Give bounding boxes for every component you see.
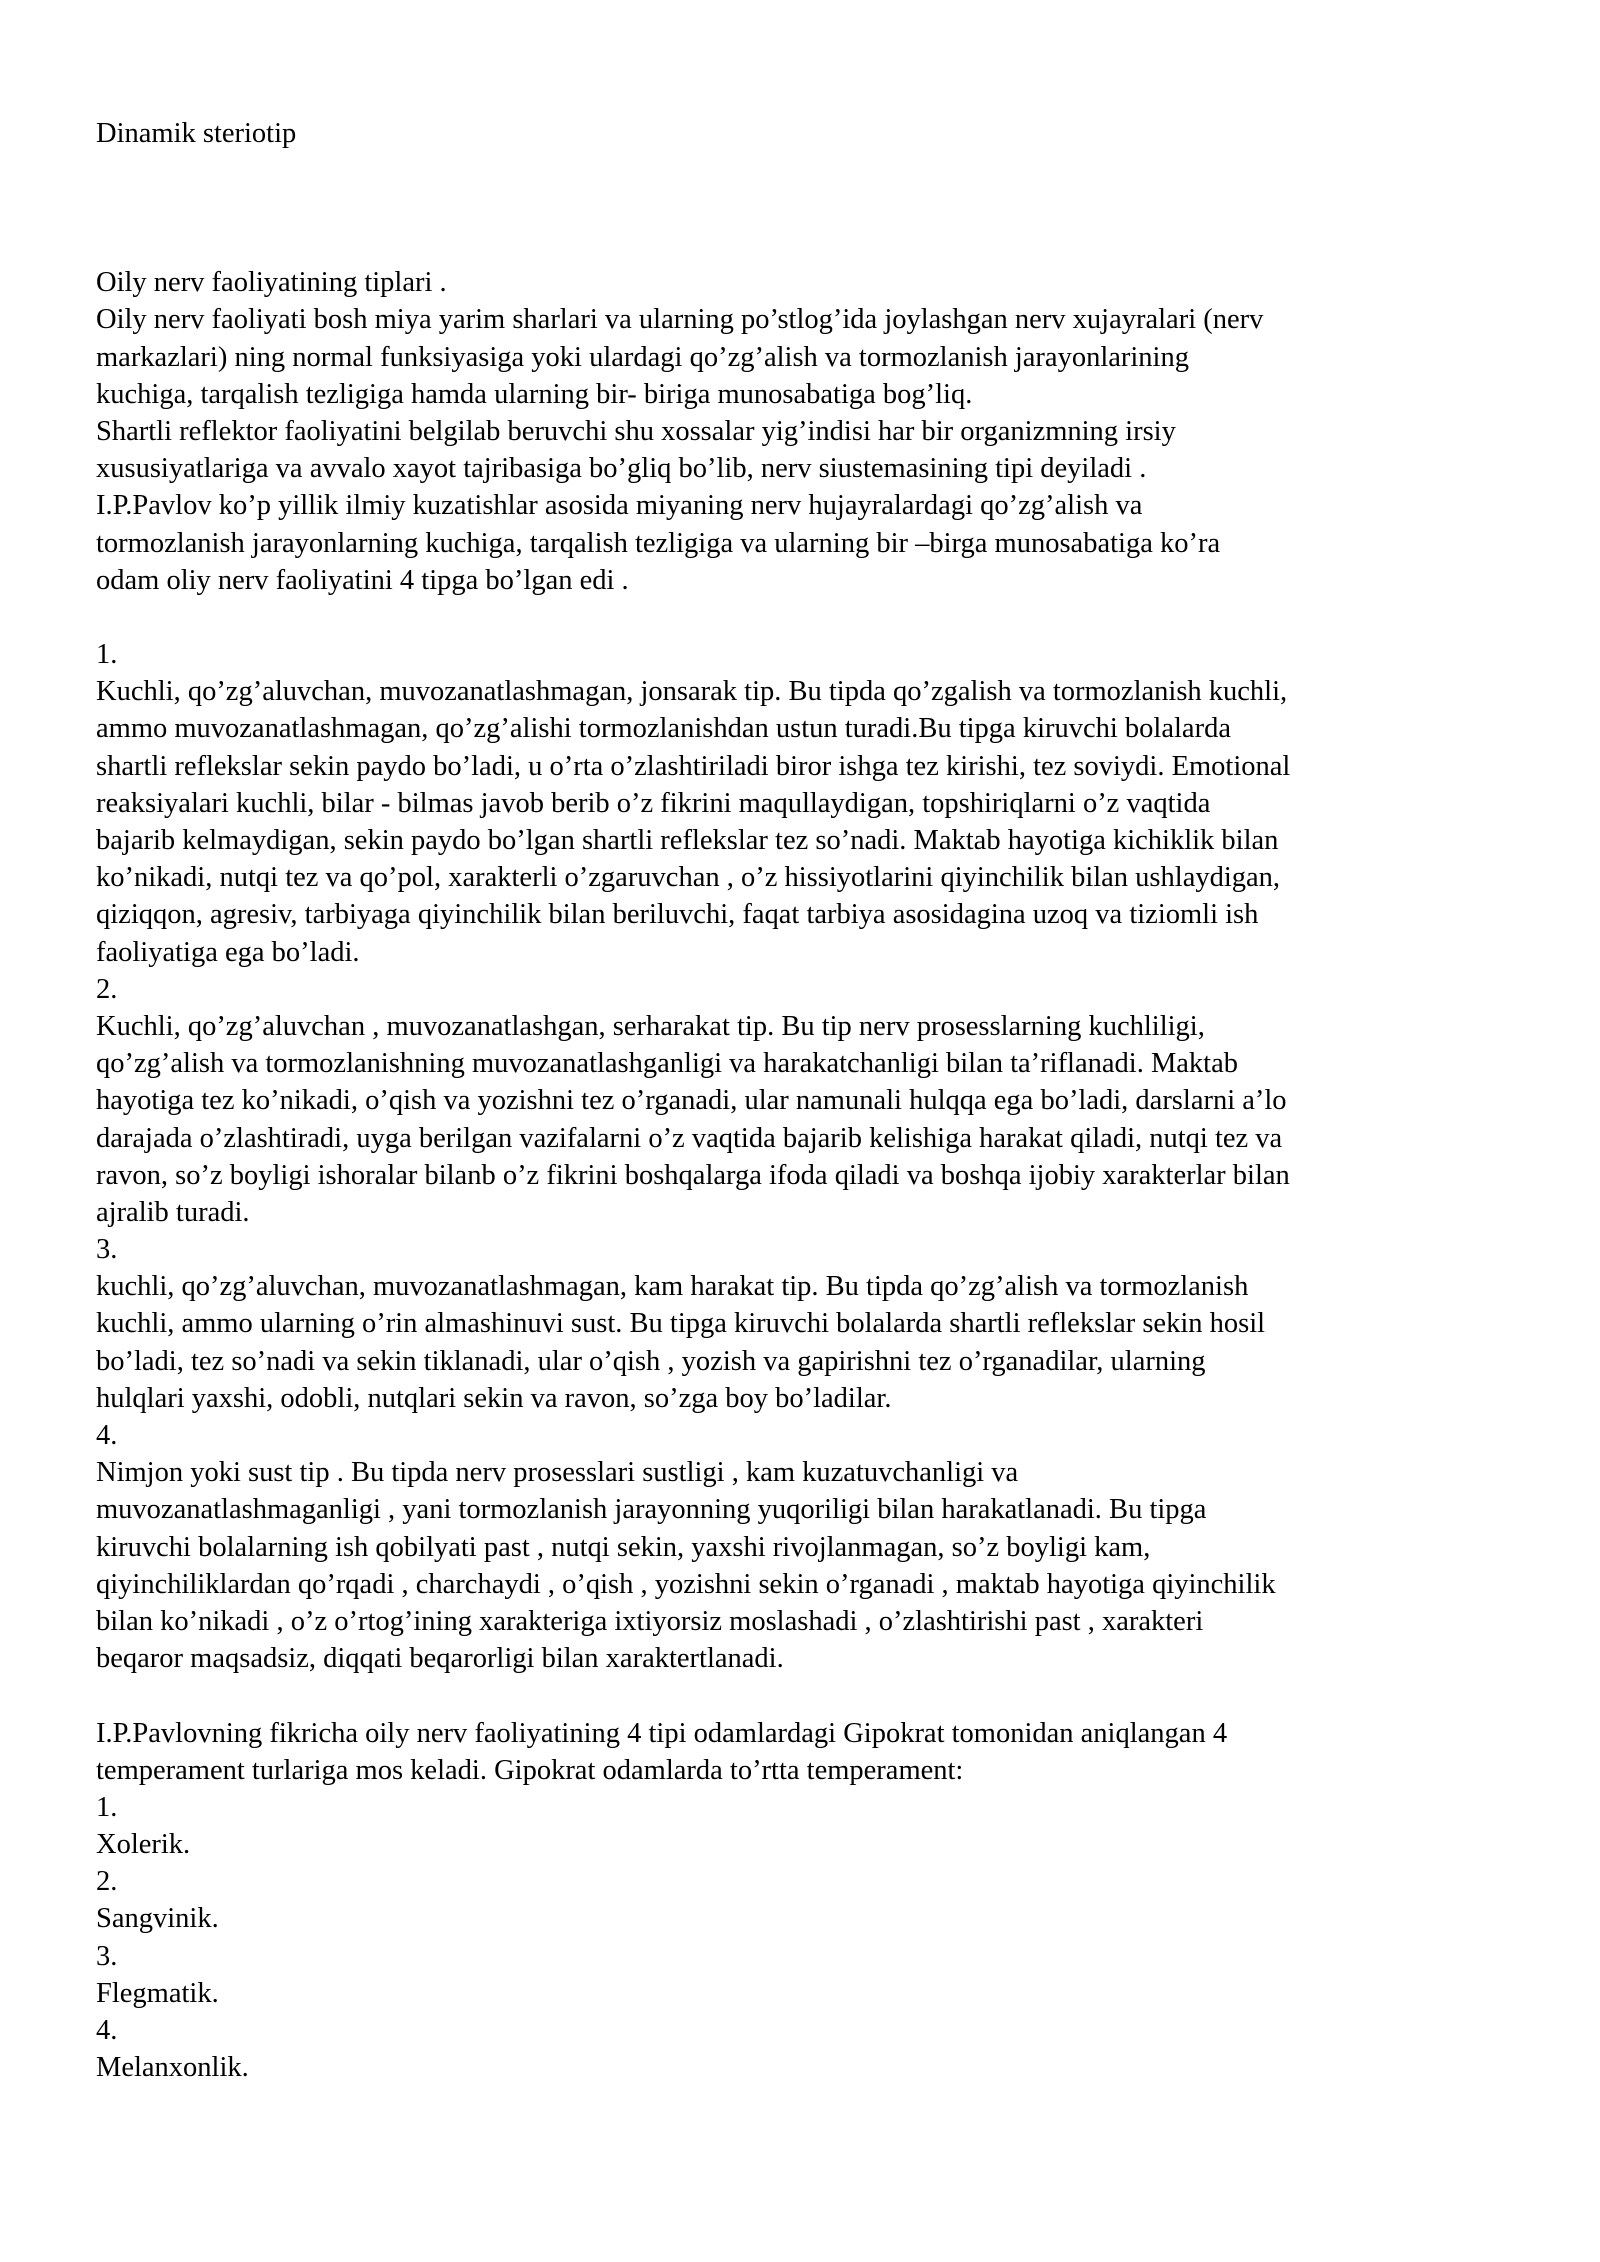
conclusion-line: temperament turlariga mos keladi. Gipokrat odamlarda to’rtta temperament: <box>96 1754 964 1786</box>
type-number: 2. <box>96 973 118 1005</box>
temperament-item <box>96 1789 1506 1863</box>
type-line: ravon, so’z boyligi ishoralar bilanb o’z fikrini boshqalarga ifoda qiladi va boshqa ijobiy xarakterlar bilan <box>96 1159 1290 1191</box>
temperament-number: 3. <box>96 1940 118 1972</box>
type-line: bajarib kelmaydigan, sekin paydo bo’lgan shartli reflekslar tez so’nadi. Maktab hayotiga kichiklik bilan <box>96 825 1279 856</box>
intro-line: tormozlanish jarayonlarning kuchiga, tarqalish tezligiga va ularning bir –birga munosabatiga ko’ra <box>96 527 1221 559</box>
intro-paragraph <box>96 301 1506 599</box>
temperament-name: Sangvinik. <box>96 1903 219 1935</box>
intro-line: xususiyatlariga va avvalo xayot tajribasiga bo’gliq bo’lib, nerv siustemasining tipi deyiladi . <box>96 453 1147 485</box>
conclusion-line: I.P.Pavlovning fikricha oily nerv faoliyatining 4 tipi odamlardagi Gipokrat tomonidan aniqlangan 4 <box>96 1717 1228 1749</box>
type-line: reaksiyalari kuchli, bilar - bilmas javob berib o’z fikrini maqullaydigan, topshiriqlarni o’z vaqtida <box>96 787 1211 819</box>
type-list <box>96 636 1506 1677</box>
temperament-number: 4. <box>96 2015 118 2046</box>
spacer <box>96 599 1506 636</box>
type-line: ko’nikadi, nutqi tez va qo’pol, xarakterli o’zgaruvchan , o’z hissiyotlarini qiyinchilik bilan ushlaydigan, <box>96 862 1281 894</box>
temperament-item <box>96 1863 1506 1937</box>
intro-line: markazlari) ning normal funksiyasiga yoki ulardagi qo’zg’alish va tormozlanish jarayonlarining <box>96 341 1189 373</box>
section-heading: Oily nerv faoliyatining tiplari . <box>96 267 447 299</box>
type-line: beqaror maqsadsiz, diqqati beqarorligi bilan xaraktertlanadi. <box>96 1643 784 1675</box>
type-item-2 <box>96 971 1506 1231</box>
intro-line: Oily nerv faoliyati bosh miya yarim sharlari va ularning po’stlog’ida joylashgan nerv xujayralari (nerv <box>96 304 1264 336</box>
temperament-item <box>96 1938 1506 2012</box>
type-line: hulqlari yaxshi, odobli, nutqlari sekin va ravon, so’zga boy bo’ladilar. <box>96 1382 892 1414</box>
type-line: faoliyatiga ega bo’ladi. <box>96 936 360 968</box>
type-number: 1. <box>96 639 118 671</box>
type-line: kuchli, qo’zg’aluvchan, muvozanatlashmagan, kam harakat tip. Bu tipda qo’zg’alish va tormozlanish <box>96 1271 1249 1303</box>
type-line: hayotiga tez ko’nikadi, o’qish va yozishni tez o’rganadi, ular namunali hulqqa ega bo’ladi, darslarni a’lo <box>96 1085 1287 1117</box>
temperament-list <box>96 1789 1506 2087</box>
type-line: Kuchli, qo’zg’aluvchan , muvozanatlashgan, serharakat tip. Bu tip nerv prosesslarning kuchliligi, <box>96 1010 1205 1042</box>
type-line: Kuchli, qo’zg’aluvchan, muvozanatlashmagan, jonsarak tip. Bu tipda qo’zgalish va tormozlanish kuchli, <box>96 676 1288 708</box>
type-line: ajralib turadi. <box>96 1196 250 1228</box>
intro-line: odam oliy nerv faoliyatini 4 tipga bo’lgan edi . <box>96 564 629 596</box>
type-item-1 <box>96 636 1506 971</box>
type-line: Nimjon yoki sust tip . Bu tipda nerv prosesslari sustligi , kam kuzatuvchanligi va <box>96 1457 1019 1489</box>
type-line: shartli reflekslar sekin paydo bo’ladi, u o’rta o’zlashtiriladi biror ishga tez kirishi, tez soviydi. Emotional <box>96 750 1291 782</box>
type-line: qiyinchiliklardan qo’rqadi , charchaydi , o’qish , yozishni sekin o’rganadi , maktab hayotiga qiyinchilik <box>96 1568 1276 1600</box>
temperament-number: 2. <box>96 1866 118 1898</box>
type-line: darajada o’zlashtiradi, uyga berilgan vazifalarni o’z vaqtida bajarib kelishiga harakat qiladi, nutqi tez va <box>96 1122 1283 1154</box>
type-line: bilan ko’nikadi , o’z o’rtog’ining xarakteriga ixtiyorsiz moslashadi , o’zlashtirishi past , xarakteri <box>96 1605 1204 1637</box>
intro-line: I.P.Pavlov ko’p yillik ilmiy kuzatishlar asosida miyaning nerv hujayralardagi qo’zg’alish va <box>96 490 1143 522</box>
type-line: qiziqqon, agresiv, tarbiyaga qiyinchilik bilan beriluvchi, faqat tarbiya asosidagina uzoq va tiziomli ish <box>96 899 1259 931</box>
document-body <box>96 115 1506 2086</box>
spacer <box>96 1677 1506 1714</box>
type-line: bo’ladi, tez so’nadi va sekin tiklanadi, ular o’qish , yozish va gapirishni tez o’rganadilar, ularning <box>96 1345 1206 1377</box>
type-line: kiruvchi bolalarning ish qobilyati past , nutqi sekin, yaxshi rivojlanmagan, so’z boyligi kam, <box>96 1531 1151 1563</box>
conclusion-paragraph <box>96 1715 1506 1789</box>
temperament-name: Flegmatik. <box>96 1977 219 2009</box>
type-item-3 <box>96 1231 1506 1417</box>
temperament-name: Xolerik. <box>96 1829 191 1861</box>
temperament-number: 1. <box>96 1791 118 1823</box>
type-line: ammo muvozanatlashmagan, qo’zg’alishi tormozlanishdan ustun turadi.Bu tipga kiruvchi bolalarda <box>96 713 1231 745</box>
type-number: 3. <box>96 1234 118 1266</box>
type-line: qo’zg’alish va tormozlanishning muvozanatlashganligi va harakatchanligi bilan ta’riflanadi. Maktab <box>96 1048 1239 1080</box>
type-line: muvozanatlashmaganligi , yani tormozlanish jarayonning yuqoriligi bilan harakatlanadi. Bu tipga <box>96 1494 1207 1526</box>
temperament-item <box>96 2012 1506 2086</box>
spacer <box>96 152 1506 264</box>
type-item-4 <box>96 1417 1506 1677</box>
type-number: 4. <box>96 1420 118 1451</box>
type-line: kuchli, ammo ularning o’rin almashinuvi sust. Bu tipga kiruvchi bolalarda shartli reflekslar sekin hosil <box>96 1308 1266 1340</box>
temperament-name: Melanxonlik. <box>96 2052 249 2084</box>
document-title: Dinamik steriotip <box>96 118 297 149</box>
intro-line: kuchiga, tarqalish tezligiga hamda ularning bir- biriga munosabatiga bog’liq. <box>96 378 973 410</box>
intro-line: Shartli reflektor faoliyatini belgilab beruvchi shu xossalar yig’indisi har bir organizmning irsiy <box>96 415 1176 447</box>
